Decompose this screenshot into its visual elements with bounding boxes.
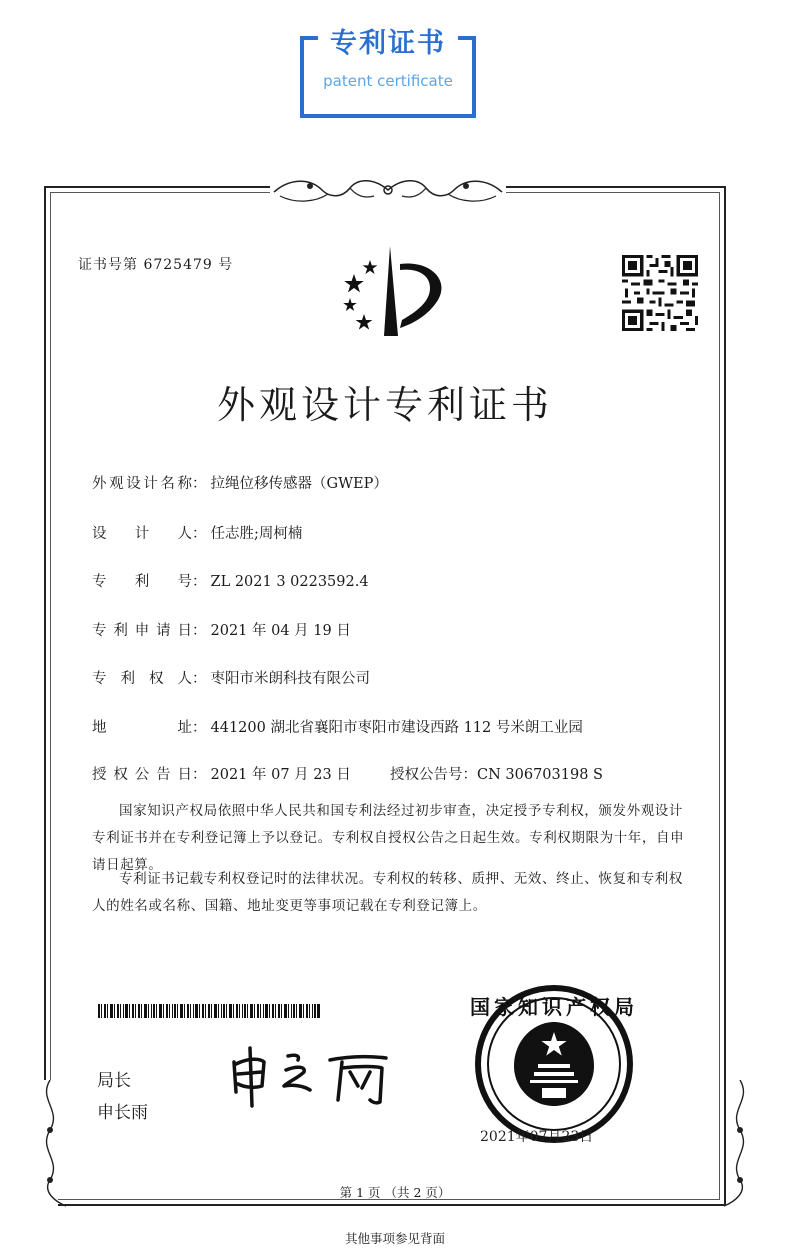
- field-grant-date: 授权公告日： 2021 年 07 月 23 日: [92, 763, 351, 784]
- handwritten-signature-icon: [226, 1040, 406, 1110]
- field-patentee: 专利权人： 枣阳市米朗科技有限公司: [92, 667, 370, 688]
- patent-office-emblem-icon: [326, 240, 450, 340]
- field-value: 拉绳位移传感器（GWEP）: [210, 476, 388, 492]
- signer-name: 申长雨: [97, 1103, 148, 1123]
- field-label: 授权公告号: [390, 767, 463, 783]
- field-value: ZL 2021 3 0223592.4: [210, 574, 369, 590]
- field-label: 授权公告日: [92, 767, 192, 783]
- seal-date: 2021年07月23日: [480, 1129, 594, 1145]
- certificate-number-label: 证书号第: [78, 257, 138, 273]
- field-patent-number: 专利号： ZL 2021 3 0223592.4: [92, 570, 369, 591]
- field-designer: 设计人： 任志胜;周柯楠: [92, 522, 302, 543]
- field-label: 设计人: [92, 526, 192, 542]
- field-application-date: 专利申请日： 2021 年 04 月 19 日: [92, 619, 351, 640]
- field-label: 专利号: [92, 574, 192, 590]
- field-value: 2021 年 07 月 23 日: [210, 767, 351, 783]
- field-label: 外观设计名称: [92, 476, 192, 492]
- field-label: 地址: [92, 720, 192, 736]
- field-value: 枣阳市米朗科技有限公司: [210, 671, 370, 687]
- field-address: 地址： 441200 湖北省襄阳市枣阳市建设西路 112 号米朗工业园: [92, 716, 583, 737]
- field-design-name: 外观设计名称： 拉绳位移传感器（GWEP）: [92, 472, 388, 493]
- top-ornament-icon: [270, 170, 506, 210]
- back-note: 其他事项参见背面: [344, 1231, 445, 1246]
- certificate-number-value: 6725479: [143, 257, 213, 273]
- certificate-number: [78, 254, 233, 274]
- certificate-number-suffix: 号: [218, 257, 234, 273]
- field-label: 专利权人: [92, 671, 192, 687]
- field-label: 专利申请日: [92, 623, 192, 639]
- field-value: CN 306703198 S: [477, 767, 603, 783]
- field-value: 441200 湖北省襄阳市枣阳市建设西路 112 号米朗工业园: [210, 720, 583, 736]
- grant-statement-paragraph: 国家知识产权局依照中华人民共和国专利法经过初步审查，决定授予专利权，颁发外观设计专利证书并在专利登记簿上予以登记。专利权自授权公告之日起生效。专利权期限为十年，自申请日起算。: [92, 803, 685, 873]
- certificate-title: 外观设计专利证书: [216, 383, 553, 427]
- header-subtitle: patent certificate: [323, 72, 453, 90]
- page-indicator: 第 1 页 （共 2 页）: [339, 1185, 451, 1200]
- signer-title: 局长: [97, 1071, 131, 1091]
- field-value: 任志胜;周柯楠: [210, 526, 303, 542]
- field-announcement-number: 授权公告号：CN 306703198 S: [390, 767, 603, 783]
- barcode-icon: [98, 1004, 320, 1018]
- field-value: 2021 年 04 月 19 日: [210, 623, 351, 639]
- svg-text:国家知识产权局: 国家知识产权局: [470, 995, 638, 1019]
- official-seal-icon: [464, 984, 644, 1144]
- header-title: 专利证书: [318, 24, 458, 64]
- qr-code-icon: [622, 255, 698, 331]
- legal-status-paragraph: 专利证书记载专利权登记时的法律状况。专利权的转移、质押、无效、终止、恢复和专利权人的姓名或名称、国籍、地址变更等事项记载在专利登记簿上。: [92, 871, 683, 914]
